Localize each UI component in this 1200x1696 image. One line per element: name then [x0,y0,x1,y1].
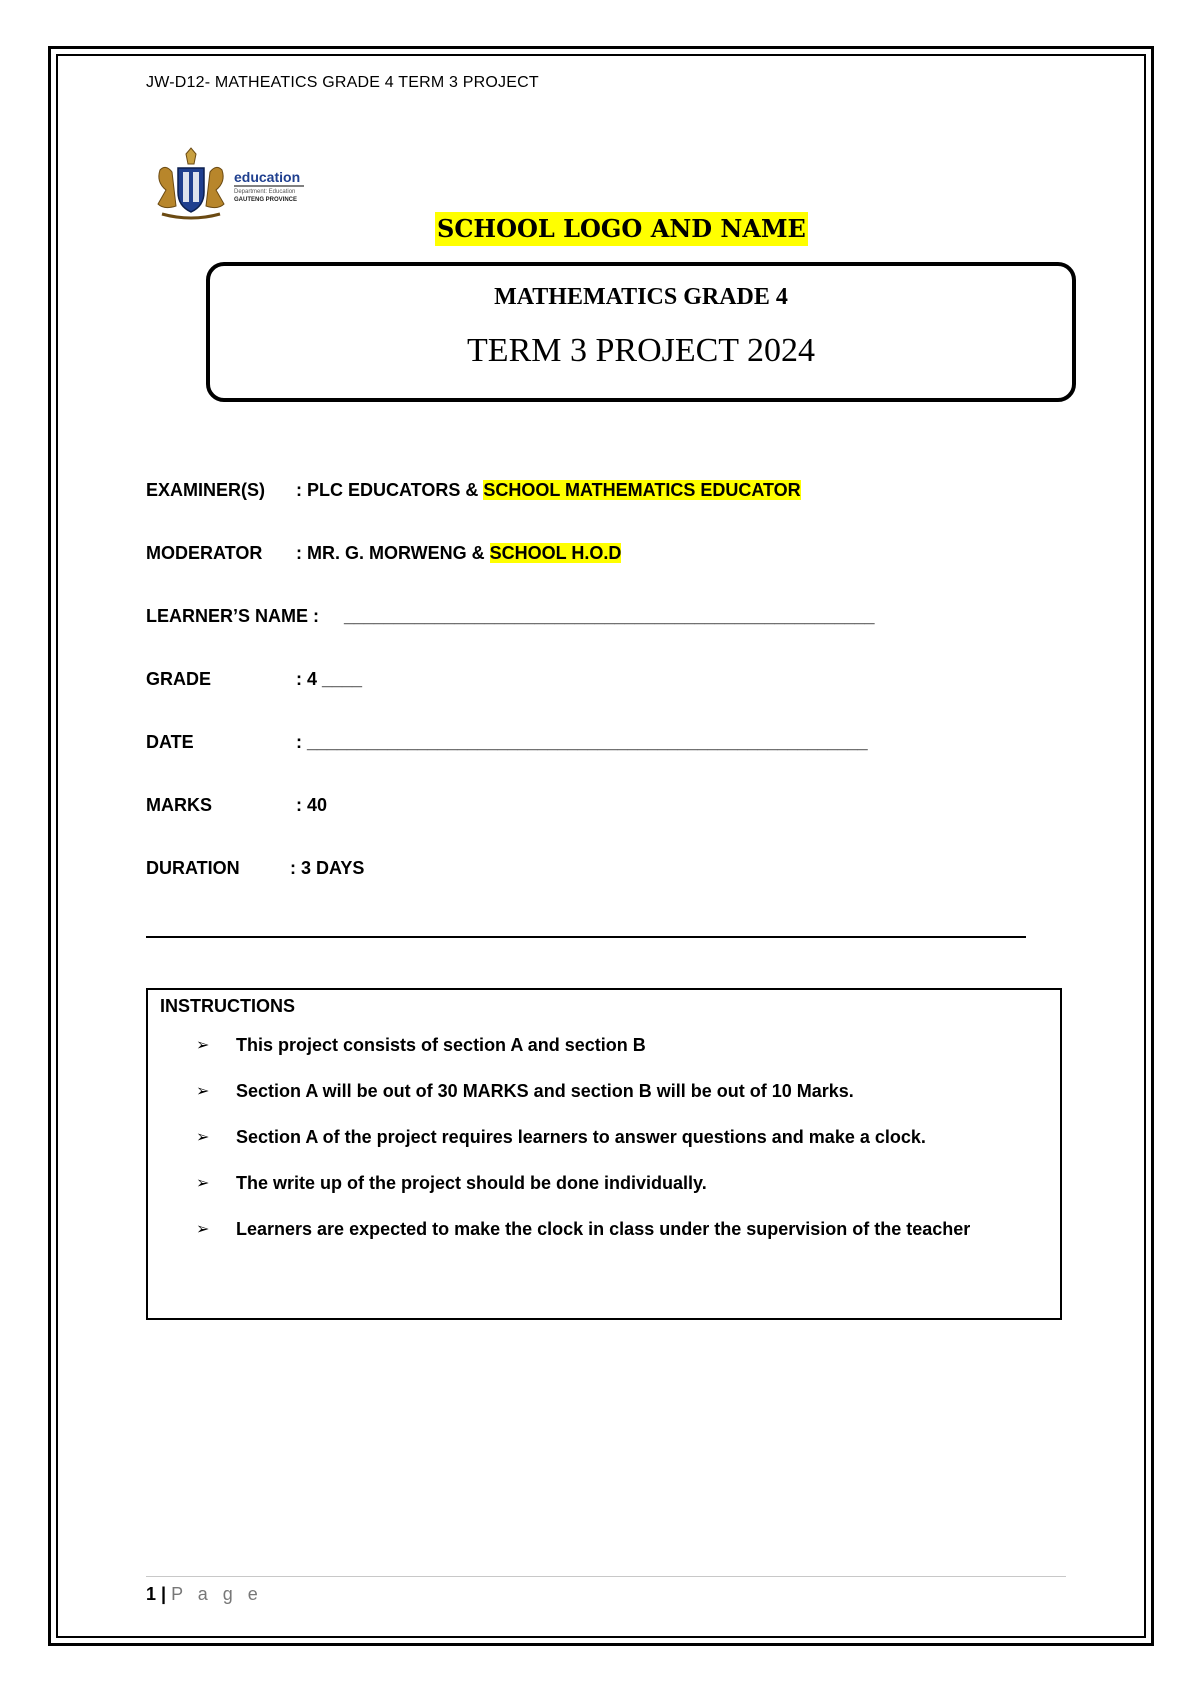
arrow-bullet-icon: ➢ [196,1127,210,1146]
arrow-bullet-icon: ➢ [196,1173,210,1192]
examiner-value: : PLC EDUCATORS & [296,480,484,500]
duration-value: : 3 DAYS [290,858,365,878]
project-title: TERM 3 PROJECT 2024 [467,332,815,369]
duration-label: DURATION [146,858,240,878]
moderator-row [146,543,622,564]
date-blank: : ________________________________________________________ [296,732,868,752]
moderator-value: : MR. G. MORWENG & [296,543,490,563]
date-label: DATE [146,732,194,752]
marks-row [146,795,328,816]
marks-value: : 40 [296,795,328,815]
footer-separator: | [161,1584,167,1604]
logo-text: education [234,169,301,185]
marks-label: MARKS [146,795,212,815]
school-logo-and-name: SCHOOL LOGO AND NAME [435,212,808,246]
grade-label: GRADE [146,669,212,689]
instruction-item: ➢ Section A of the project requires learners to answer questions and make a clock. [196,1114,1036,1160]
instructions-box [146,988,1062,1320]
title-box [206,262,1076,402]
logo-subtext-2: GAUTENG PROVINCE [234,197,298,203]
instruction-item: ➢ Section A will be out of 30 MARKS and section B will be out of 10 Marks. [196,1068,1036,1114]
learner-name-blank: _____________________________________________________ [344,606,875,626]
arrow-bullet-icon: ➢ [196,1035,210,1054]
footer-rule [146,1576,1066,1577]
arrow-bullet-icon: ➢ [196,1081,210,1100]
grade-value: : 4 ____ [296,669,363,689]
page-word: P a g e [171,1584,263,1604]
moderator-highlight: SCHOOL H.O.D [489,543,622,563]
instruction-item: ➢ Learners are expected to make the clock in class under the supervision of the teacher [196,1206,1036,1252]
logo-subtext-1: Department: Education [234,189,296,195]
date-row [146,732,868,753]
section-separator [146,936,1026,938]
document-header: JW-D12- MATHEATICS GRADE 4 TERM 3 PROJECT [146,74,539,91]
learner-name-label: LEARNER’S NAME : [146,606,320,626]
instruction-item: ➢ This project consists of section A and section B [196,1022,1036,1068]
arrow-bullet-icon: ➢ [196,1219,210,1238]
page-number: 1 [146,1584,157,1604]
page-footer [146,1584,263,1605]
instructions-title: INSTRUCTIONS [160,996,295,1016]
grade-row [146,669,363,690]
duration-row [146,858,365,879]
examiner-label: EXAMINER(S) [146,480,266,500]
examiner-row [146,480,801,501]
instruction-item: ➢ The write up of the project should be done individually. [196,1160,1036,1206]
subject-title: MATHEMATICS GRADE 4 [494,284,788,310]
moderator-label: MODERATOR [146,543,263,563]
gauteng-education-logo [146,146,316,224]
learner-name-row [146,606,875,627]
examiner-highlight: SCHOOL MATHEMATICS EDUCATOR [483,480,801,500]
